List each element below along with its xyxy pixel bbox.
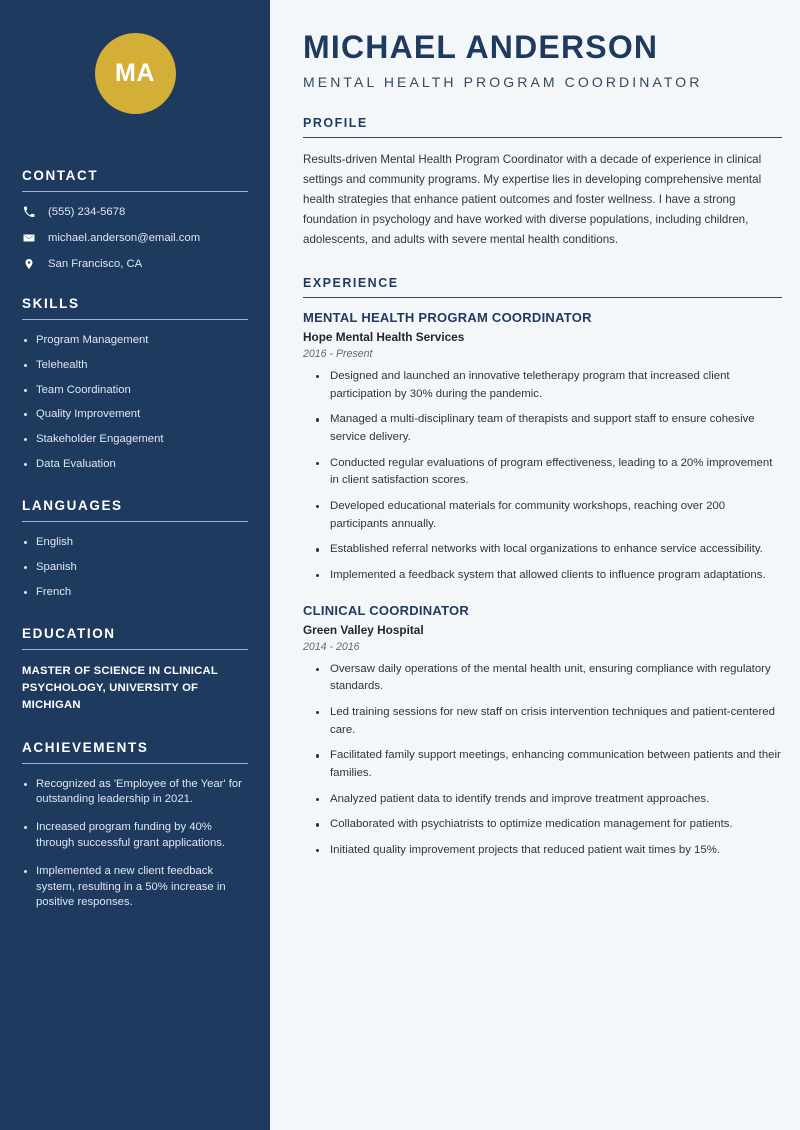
page-title: MICHAEL ANDERSON bbox=[303, 29, 659, 65]
sidebar-section-skills bbox=[22, 296, 248, 472]
column-gap bbox=[270, 0, 280, 1130]
sidebar-section-contact bbox=[22, 168, 248, 270]
phone-icon bbox=[22, 205, 35, 218]
list-item: English bbox=[22, 535, 248, 550]
section-experience bbox=[303, 276, 782, 860]
list-item: Stakeholder Engagement bbox=[22, 432, 248, 447]
main-content bbox=[280, 0, 800, 1130]
contact-location-value: San Francisco, CA bbox=[48, 257, 143, 270]
list-item: Recognized as 'Employee of the Year' for outstanding leadership in 2021. bbox=[22, 777, 248, 809]
contact-email-value: michael.anderson@email.com bbox=[48, 231, 201, 244]
list-item: Implemented a feedback system that allowed clients to influence program adaptations. bbox=[313, 567, 782, 585]
list-item: Developed educational materials for community workshops, reaching over 200 participants annually. bbox=[313, 498, 782, 533]
education-divider bbox=[22, 649, 248, 650]
languages-list bbox=[22, 535, 248, 600]
envelope-icon bbox=[22, 231, 35, 244]
experience-divider bbox=[303, 297, 782, 298]
avatar bbox=[95, 33, 176, 114]
job-role-subtitle: MENTAL HEALTH PROGRAM COORDINATOR bbox=[303, 74, 703, 91]
list-item: Collaborated with psychiatrists to optimize medication management for patients. bbox=[313, 816, 782, 834]
list-item: Oversaw daily operations of the mental health unit, ensuring compliance with regulatory standards. bbox=[313, 661, 782, 696]
experience-heading: EXPERIENCE bbox=[303, 275, 399, 290]
list-item: Telehealth bbox=[22, 358, 248, 373]
job-company: Hope Mental Health Services bbox=[303, 329, 465, 344]
experience-entry bbox=[303, 603, 782, 860]
list-item: Spanish bbox=[22, 560, 248, 575]
location-pin-icon bbox=[22, 257, 35, 270]
achievements-divider bbox=[22, 763, 248, 764]
contact-item-email[interactable] bbox=[22, 231, 248, 244]
contact-item-location[interactable] bbox=[22, 257, 248, 270]
job-bullet-list bbox=[303, 368, 782, 585]
skills-divider bbox=[22, 319, 248, 320]
achievements-heading: ACHIEVEMENTS bbox=[22, 739, 149, 755]
job-dates: 2014 - 2016 bbox=[303, 640, 360, 653]
profile-text: Results-driven Mental Health Program Coordinator with a decade of experience in clinical settings and community programs. My expertise lies in developing comprehensive mental health strategies that enhance patient outcomes and foster wellness. I have a strong foundation in psychology and have worked with diverse populations, including children, adolescents, and adults with severe mental health conditions. bbox=[303, 153, 762, 246]
education-heading: EDUCATION bbox=[22, 625, 116, 641]
skills-list bbox=[22, 333, 248, 472]
sidebar-section-education bbox=[22, 626, 248, 714]
languages-heading: LANGUAGES bbox=[22, 498, 123, 513]
list-item: Facilitated family support meetings, enhancing communication between patients and their families. bbox=[313, 747, 782, 782]
list-item: Established referral networks with local organizations to enhance service accessibility. bbox=[313, 541, 782, 559]
list-item: Led training sessions for new staff on crisis intervention techniques and patient-centered care. bbox=[313, 704, 782, 739]
profile-divider bbox=[303, 137, 782, 138]
list-item: Managed a multi-disciplinary team of therapists and support staff to ensure cohesive service delivery. bbox=[313, 411, 782, 446]
avatar-initials: MA bbox=[115, 59, 155, 87]
sidebar bbox=[0, 0, 270, 1130]
education-entry: MASTER OF SCIENCE IN CLINICAL PSYCHOLOGY, UNIVERSITY OF MICHIGAN bbox=[22, 664, 218, 711]
skills-heading: SKILLS bbox=[22, 296, 80, 311]
list-item: Analyzed patient data to identify trends and improve treatment approaches. bbox=[313, 791, 782, 809]
job-dates: 2016 - Present bbox=[303, 347, 373, 360]
list-item: French bbox=[22, 585, 248, 600]
job-company: Green Valley Hospital bbox=[303, 622, 424, 637]
profile-heading: PROFILE bbox=[303, 116, 368, 131]
contact-phone-value: (555) 234-5678 bbox=[48, 205, 126, 218]
contact-divider bbox=[22, 191, 248, 192]
list-item: Quality Improvement bbox=[22, 407, 248, 422]
contact-item-phone[interactable] bbox=[22, 205, 248, 218]
job-title: MENTAL HEALTH PROGRAM COORDINATOR bbox=[303, 309, 592, 325]
experience-entry bbox=[303, 310, 782, 585]
list-item: Implemented a new client feedback system, resulting in a 50% increase in positive responses. bbox=[22, 864, 248, 911]
languages-divider bbox=[22, 521, 248, 522]
list-item: Data Evaluation bbox=[22, 457, 248, 472]
job-title: CLINICAL COORDINATOR bbox=[303, 602, 470, 618]
sidebar-section-achievements bbox=[22, 740, 248, 912]
list-item: Designed and launched an innovative teletherapy program that increased client participation by 30% during the pandemic. bbox=[313, 368, 782, 403]
achievements-list bbox=[22, 777, 248, 912]
list-item: Conducted regular evaluations of program effectiveness, leading to a 20% improvement in client satisfaction scores. bbox=[313, 455, 782, 490]
section-profile bbox=[303, 116, 782, 250]
list-item: Team Coordination bbox=[22, 383, 248, 398]
list-item: Program Management bbox=[22, 333, 248, 348]
list-item: Increased program funding by 40% through successful grant applications. bbox=[22, 820, 248, 852]
sidebar-section-languages bbox=[22, 498, 248, 600]
avatar-wrapper bbox=[22, 0, 248, 114]
list-item: Initiated quality improvement projects that reduced patient wait times by 15%. bbox=[313, 842, 782, 860]
contact-heading: CONTACT bbox=[22, 168, 99, 183]
job-bullet-list bbox=[303, 661, 782, 860]
